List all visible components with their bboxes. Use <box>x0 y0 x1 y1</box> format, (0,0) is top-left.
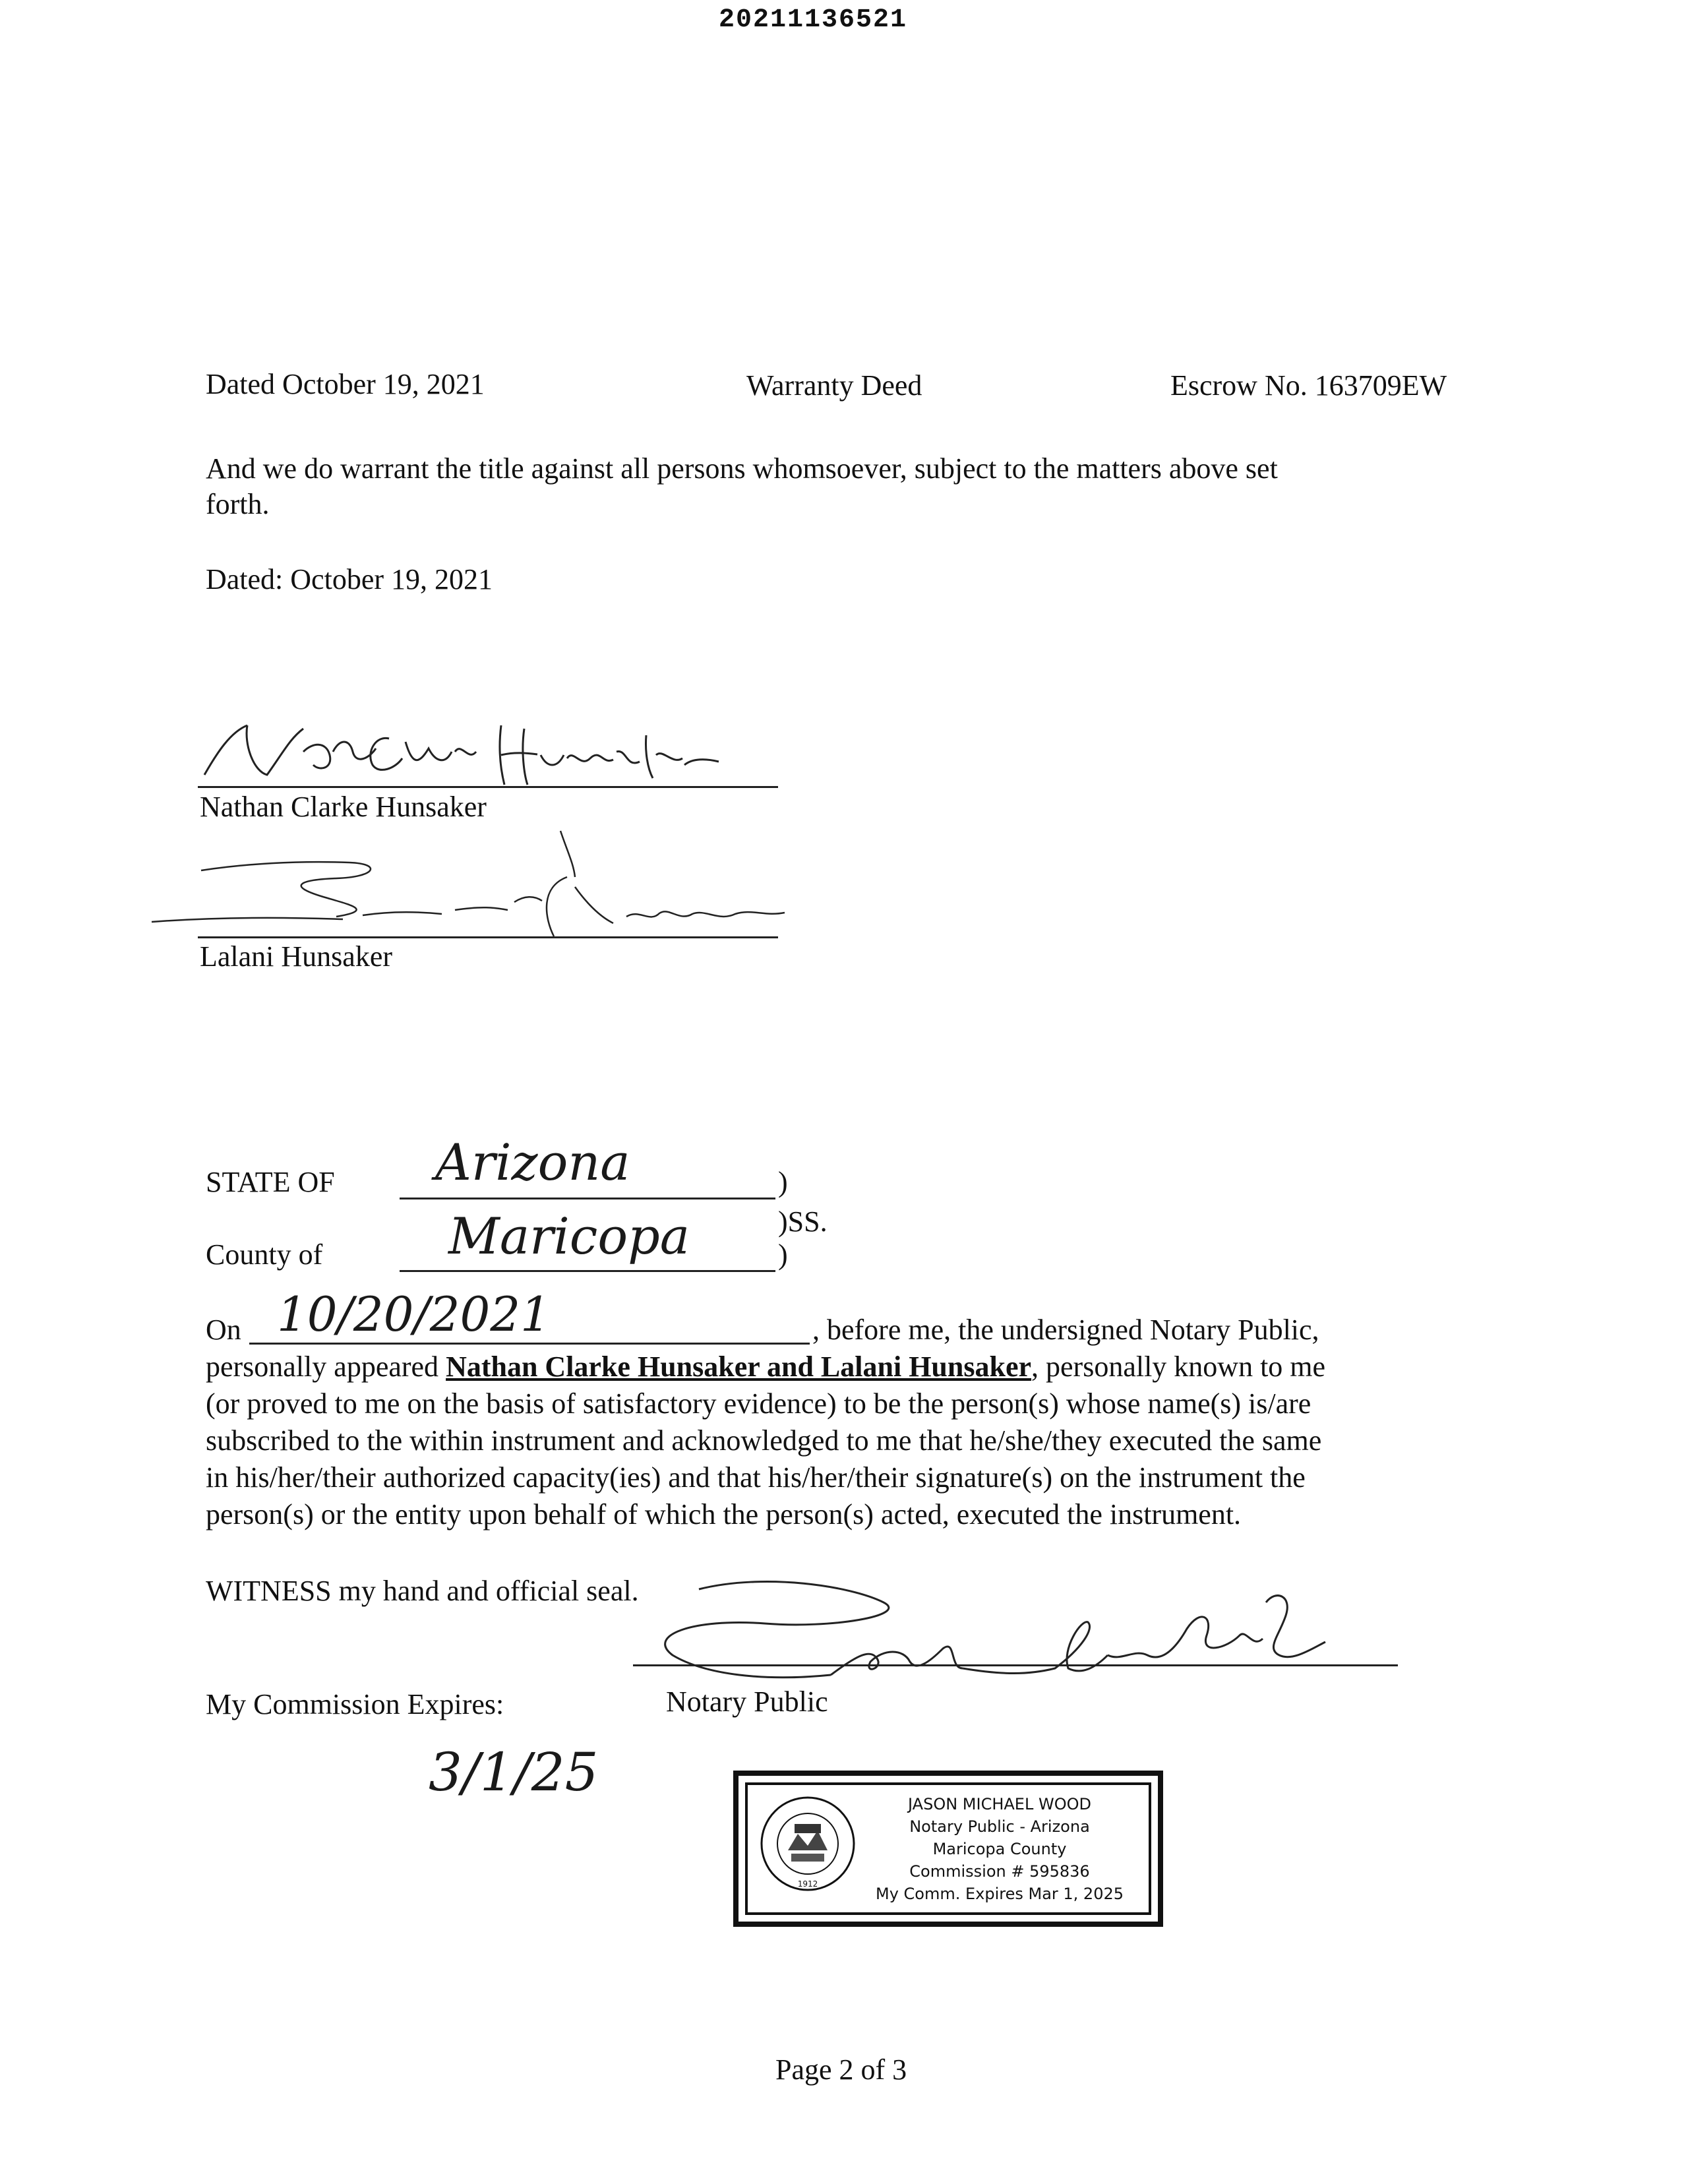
appeared-line <box>206 1349 1325 1385</box>
document-number: 20211136521 <box>719 5 908 35</box>
acknowledgment-body-line: person(s) or the entity upon behalf of which the person(s) acted, executed the instrument. <box>206 1498 1242 1531</box>
state-label: STATE OF <box>206 1166 335 1198</box>
date-underline <box>249 1343 810 1345</box>
page-number: Page 2 of 3 <box>775 2053 907 2086</box>
county-value: Maricopa <box>448 1207 690 1265</box>
commission-expiration-value: 3/1/25 <box>429 1742 599 1803</box>
ss-label: )SS. <box>778 1205 828 1238</box>
signature-line-lalani <box>198 936 778 938</box>
before-me-text: , before me, the undersigned Notary Public, <box>812 1314 1319 1346</box>
notary-stamp <box>733 1771 1163 1927</box>
stamp-line: Commission # 595836 <box>909 1862 1090 1881</box>
grantor-printed-name: Lalani Hunsaker <box>200 940 392 973</box>
stamp-line: Maricopa County <box>932 1840 1067 1858</box>
state-underline <box>400 1198 775 1199</box>
stamp-line: JASON MICHAEL WOOD <box>908 1795 1091 1813</box>
header-dated: Dated October 19, 2021 <box>206 368 485 400</box>
appeared-names: Nathan Clarke Hunsaker and Lalani Hunsaker <box>446 1350 1032 1383</box>
notary-label: Notary Public <box>666 1685 828 1718</box>
header-title: Warranty Deed <box>746 369 922 402</box>
county-underline <box>400 1270 775 1272</box>
acknowledgment-date: 10/20/2021 <box>277 1287 551 1342</box>
warranty-text-line: And we do warrant the title against all persons whomsoever, subject to the matters above set <box>206 452 1278 485</box>
warranty-text-line: forth. <box>206 488 270 520</box>
dated-line: Dated: October 19, 2021 <box>206 563 493 595</box>
appeared-prefix: personally appeared <box>206 1350 446 1383</box>
state-value: Arizona <box>435 1133 630 1192</box>
commission-label: My Commission Expires: <box>206 1688 504 1720</box>
signature-line-nathan <box>198 786 778 788</box>
stamp-text <box>855 1793 1145 1905</box>
acknowledgment-body-line: (or proved to me on the basis of satisfactory evidence) to be the person(s) whose name(s) is/are <box>206 1387 1311 1420</box>
svg-text:1912: 1912 <box>797 1879 818 1889</box>
arizona-seal-icon <box>758 1794 857 1893</box>
on-label: On <box>206 1314 241 1346</box>
acknowledgment-body-line: subscribed to the within instrument and acknowledged to me that he/she/they executed the same <box>206 1424 1322 1457</box>
county-label: County of <box>206 1238 323 1271</box>
stamp-line: My Comm. Expires Mar 1, 2025 <box>875 1885 1124 1903</box>
appeared-suffix: , personally known to me <box>1031 1350 1326 1383</box>
notary-signature <box>633 1576 1398 1695</box>
notary-signature-line <box>633 1664 1398 1666</box>
grantor-printed-name: Nathan Clarke Hunsaker <box>200 791 487 823</box>
header-escrow: Escrow No. 163709EW <box>1170 369 1447 402</box>
stamp-line: Notary Public - Arizona <box>909 1817 1090 1836</box>
witness-text: WITNESS my hand and official seal. <box>206 1575 639 1607</box>
state-paren: ) <box>778 1166 788 1198</box>
acknowledgment-body-line: in his/her/their authorized capacity(ies) and that his/her/their signature(s) on the instrument the <box>206 1461 1306 1494</box>
county-paren: ) <box>778 1238 788 1271</box>
